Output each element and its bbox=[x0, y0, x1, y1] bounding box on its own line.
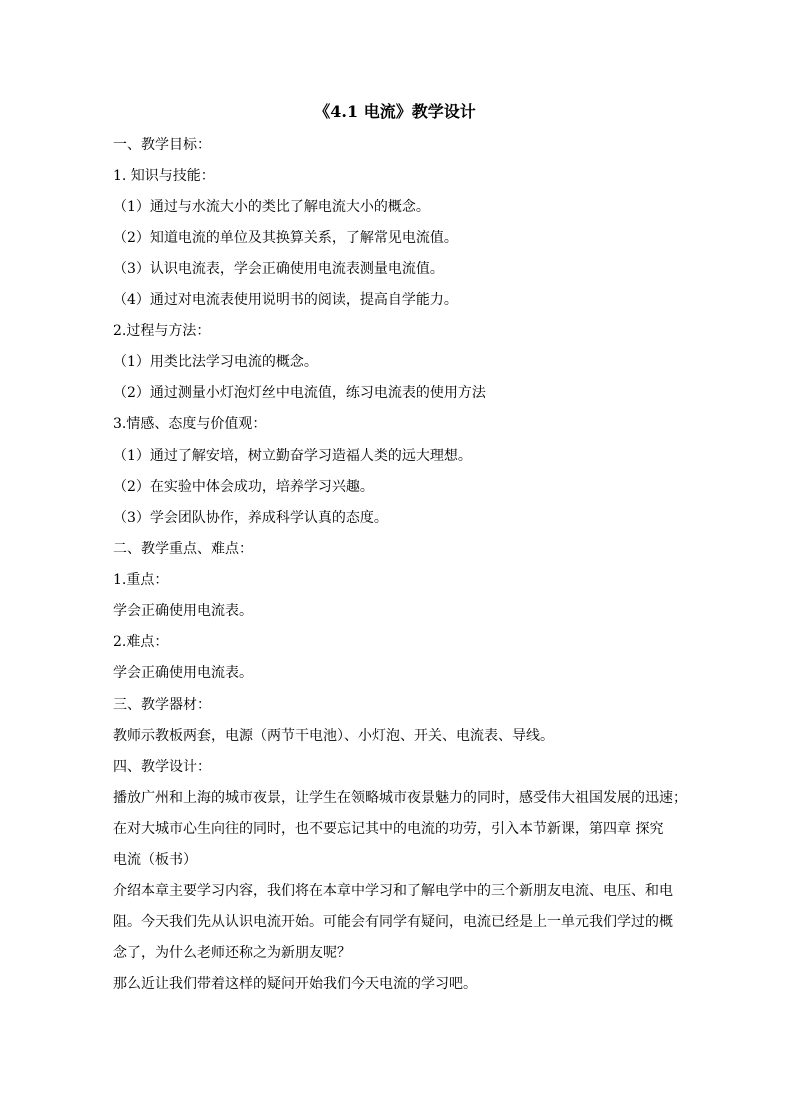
section-heading-key-points: 二、教学重点、难点： bbox=[113, 541, 253, 557]
subheading-attitude-values: 3.情感、态度与价值观： bbox=[113, 416, 267, 432]
objective-item: （1）通过了解安培，树立勤奋学习造福人类的远大理想。 bbox=[113, 448, 472, 464]
objective-item: （4）通过对电流表使用说明书的阅读，提高自学能力。 bbox=[113, 292, 458, 308]
objective-item: （3）认识电流表，学会正确使用电流表测量电流值。 bbox=[113, 261, 444, 277]
section-heading-objectives: 一、教学目标： bbox=[113, 137, 211, 153]
objective-item: （2）通过测量小灯泡灯丝中电流值，练习电流表的使用方法 bbox=[113, 385, 486, 401]
paragraph-line: 电流（板书） bbox=[113, 852, 197, 868]
document-title: 《4.1 电流》教学设计 bbox=[314, 102, 476, 121]
objective-item: （2）知道电流的单位及其换算关系，了解常见电流值。 bbox=[113, 230, 458, 246]
paragraph-line: 念了，为什么老师还称之为新朋友呢？ bbox=[113, 945, 351, 961]
subheading-key-point: 1.重点： bbox=[113, 572, 169, 588]
objective-item: （1）通过与水流大小的类比了解电流大小的概念。 bbox=[113, 199, 430, 215]
paragraph-line: 介绍本章主要学习内容，我们将在本章中学习和了解电学中的三个新朋友电流、电压、和电 bbox=[113, 883, 673, 899]
subheading-difficulty: 2.难点： bbox=[113, 634, 169, 650]
subheading-knowledge-skills: 1. 知识与技能： bbox=[113, 168, 215, 184]
paragraph-line: 教师示教板两套，电源（两节干电池）、小灯泡、开关、电流表、导线。 bbox=[113, 728, 554, 744]
section-heading-equipment: 三、教学器材： bbox=[113, 697, 211, 713]
paragraph-line: 播放广州和上海的城市夜景，让学生在领略城市夜景魅力的同时，感受伟大祖国发展的迅速； bbox=[113, 790, 687, 806]
paragraph-line: 在对大城市心生向往的同时，也不要忘记其中的电流的功劳，引入本节新课，第四章 探究 bbox=[113, 821, 664, 837]
paragraph-line: 那么近让我们带着这样的疑问开始我们今天电流的学习吧。 bbox=[113, 976, 477, 992]
objective-item: （2）在实验中体会成功，培养学习兴趣。 bbox=[113, 479, 374, 495]
objective-item: （1）用类比法学习电流的概念。 bbox=[113, 354, 318, 370]
paragraph-line: 学会正确使用电流表。 bbox=[113, 665, 253, 681]
paragraph-line: 阻。今天我们先从认识电流开始。可能会有同学有疑问，电流已经是上一单元我们学过的概 bbox=[113, 914, 673, 930]
subheading-process-method: 2.过程与方法： bbox=[113, 323, 211, 339]
section-heading-teaching-design: 四、教学设计： bbox=[113, 759, 211, 775]
paragraph-line: 学会正确使用电流表。 bbox=[113, 603, 253, 619]
objective-item: （3）学会团队协作，养成科学认真的态度。 bbox=[113, 510, 388, 526]
